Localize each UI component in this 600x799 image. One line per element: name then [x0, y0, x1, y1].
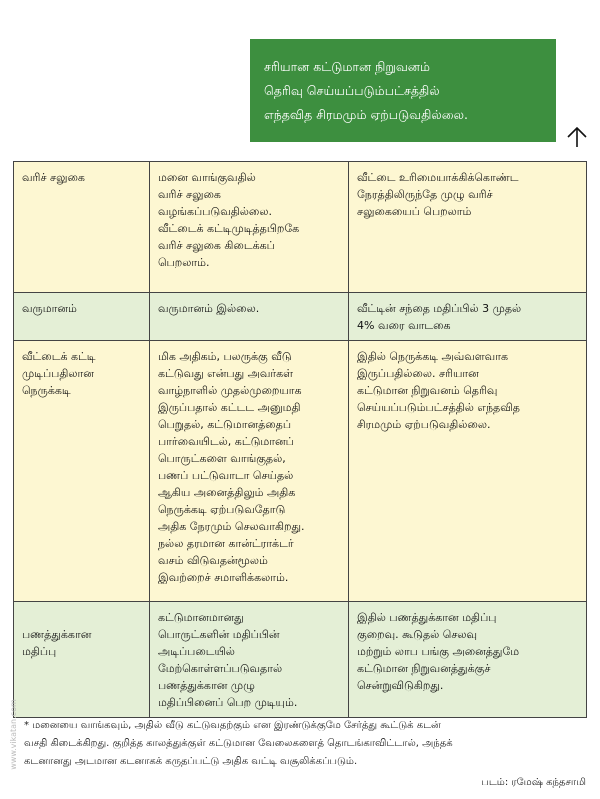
cell-line: வருமானம் இல்லை. [158, 302, 260, 315]
cell-line: சென்றுவிடுகிறது. [357, 679, 444, 692]
cell-line: மிக அதிகம், பலருக்கு வீடு [158, 350, 292, 363]
cell-line: வருமானம் [22, 302, 77, 315]
callout-line: சரியான கட்டுமான நிறுவனம் [264, 59, 430, 74]
cell-line: வீட்டைக் கட்டி [22, 350, 96, 363]
land-column-cell [150, 162, 349, 293]
cell-line: கட்டுவது என்பது அவர்கள் [158, 367, 294, 380]
cell-line: குறைவு. கூடுதல் செலவு [357, 628, 478, 641]
cell-line: செய்யப்படும்பட்சத்தில் எந்தவித [357, 401, 520, 414]
cell-line: வீட்டைக் கட்டிமுடித்தபிறகே [158, 222, 300, 235]
footnote [24, 717, 590, 771]
cell-line: கட்டுமானமானது [158, 611, 244, 624]
table-row [14, 293, 587, 341]
table-row [14, 341, 587, 602]
footnote-line: * மனையை வாங்கவும், அதில் வீடு கட்டுவதற்கும் என இரண்டுக்குமே சேர்த்து கூட்டுக் கடன் [24, 720, 441, 731]
cell-line: பார்வையிடல், கட்டுமானப் [158, 435, 294, 448]
cell-line: சலுகையைப் பெறலாம் [357, 205, 472, 218]
cell-line: பணத்துக்கான முழு [158, 679, 255, 692]
cell-line: இதில் பணத்துக்கான மதிப்பு [357, 611, 497, 624]
footnote-line: வசதி கிடைக்கிறது. குறித்த காலத்துக்குள் கட்டுமான வேலைகளைத் தொடங்காவிட்டால், அந்தக் [24, 738, 453, 749]
cell-line: மேற்கொள்ளப்படுவதால் [158, 662, 283, 675]
callout-box [250, 39, 556, 142]
comparison-table [13, 161, 587, 718]
cell-line: வரிச் சலுகை [22, 171, 85, 184]
cell-line: 4% வரை வாடகை [357, 319, 451, 332]
table-row [14, 602, 587, 718]
cell-line: ஆகிய அனைத்திலும் அதிக [158, 486, 296, 499]
cell-line: பெறுதல், கட்டுமானத்தைப் [158, 418, 292, 431]
land-column-cell [150, 293, 349, 341]
cell-line: இவற்றைச் சமாளிக்கலாம். [158, 571, 289, 584]
cell-line: வாழ்நாளில் முதல்முறையாக [158, 384, 302, 397]
cell-line: அதிக நேரமும் செலவாகிறது. [158, 520, 305, 533]
builder-column-cell [349, 162, 587, 293]
site-watermark: www.vikatan.com [8, 699, 18, 770]
cell-line: முடிப்பதிலான [22, 367, 94, 380]
cell-line: சிரமமும் ஏற்படுவதில்லை. [357, 418, 491, 431]
cell-line: பெறலாம். [158, 256, 210, 269]
cell-line: இருப்பதில்லை. சரியான [357, 367, 479, 380]
footnote-line: கடனானது அடமான கடனாகக் கருதப்பட்டு அதிக வட்டி வசூலிக்கப்படும். [24, 756, 358, 767]
cell-line: பணப் பட்டுவாடா செய்தல் [158, 469, 294, 482]
cell-line: மற்றும் லாப பங்கு அனைத்துமே [357, 645, 520, 658]
cell-line: மதிப்பு [22, 645, 57, 658]
cell-line: கட்டுமான நிறுவனம் தெரிவு [357, 384, 498, 397]
cell-line: பொருட்களின் மதிப்பின் [158, 628, 280, 641]
land-column-cell [150, 341, 349, 602]
table-row [14, 162, 587, 293]
cell-line: மனை வாங்குவதில் [158, 171, 256, 184]
cell-line: வரிச் சலுகை [158, 188, 221, 201]
cell-line: கட்டுமான நிறுவனத்துக்குச் [357, 662, 491, 675]
builder-column-cell [349, 602, 587, 718]
cell-line: நெருக்கடி [22, 384, 71, 397]
builder-column-cell [349, 293, 587, 341]
cell-line: இருப்பதால் கட்டட அனுமதி [158, 401, 301, 414]
cell-line: நல்ல தரமான கான்ட்ராக்டர் [158, 537, 294, 550]
callout-line: தெரிவு செய்யப்படும்பட்சத்தில் [264, 83, 440, 98]
cell-line: பணத்துக்கான [22, 628, 92, 641]
photo-credit: படம்: ரமேஷ் கந்தசாமி [481, 777, 586, 788]
cell-line: வீட்டின் சந்தை மதிப்பில் 3 முதல் [357, 302, 522, 315]
cell-line: பொருட்களை வாங்குதல், [158, 452, 286, 465]
cell-line: வசம் விடுவதன்மூலம் [158, 554, 268, 567]
arrow-up-icon [566, 126, 588, 148]
cell-line: வீட்டை உரிமையாக்கிக்கொண்ட [357, 171, 519, 184]
cell-line: வழங்கப்படுவதில்லை. [158, 205, 272, 218]
callout-line: எந்தவித சிரமமும் ஏற்படுவதில்லை. [264, 107, 468, 122]
cell-line: மதிப்பினைப் பெற முடியும். [158, 696, 298, 709]
land-column-cell [150, 602, 349, 718]
cell-line: நேரத்திலிருந்தே முழு வரிச் [357, 188, 493, 201]
row-label-cell [14, 341, 150, 602]
row-label-cell [14, 293, 150, 341]
cell-line: நெருக்கடி ஏற்படுவதோடு [158, 503, 286, 516]
row-label-cell [14, 162, 150, 293]
cell-line: இதில் நெருக்கடி அவ்வளவாக [357, 350, 508, 363]
cell-line: வரிச் சலுகை கிடைக்கப் [158, 239, 275, 252]
builder-column-cell [349, 341, 587, 602]
row-label-cell [14, 602, 150, 718]
cell-line: அடிப்படையில் [158, 645, 235, 658]
